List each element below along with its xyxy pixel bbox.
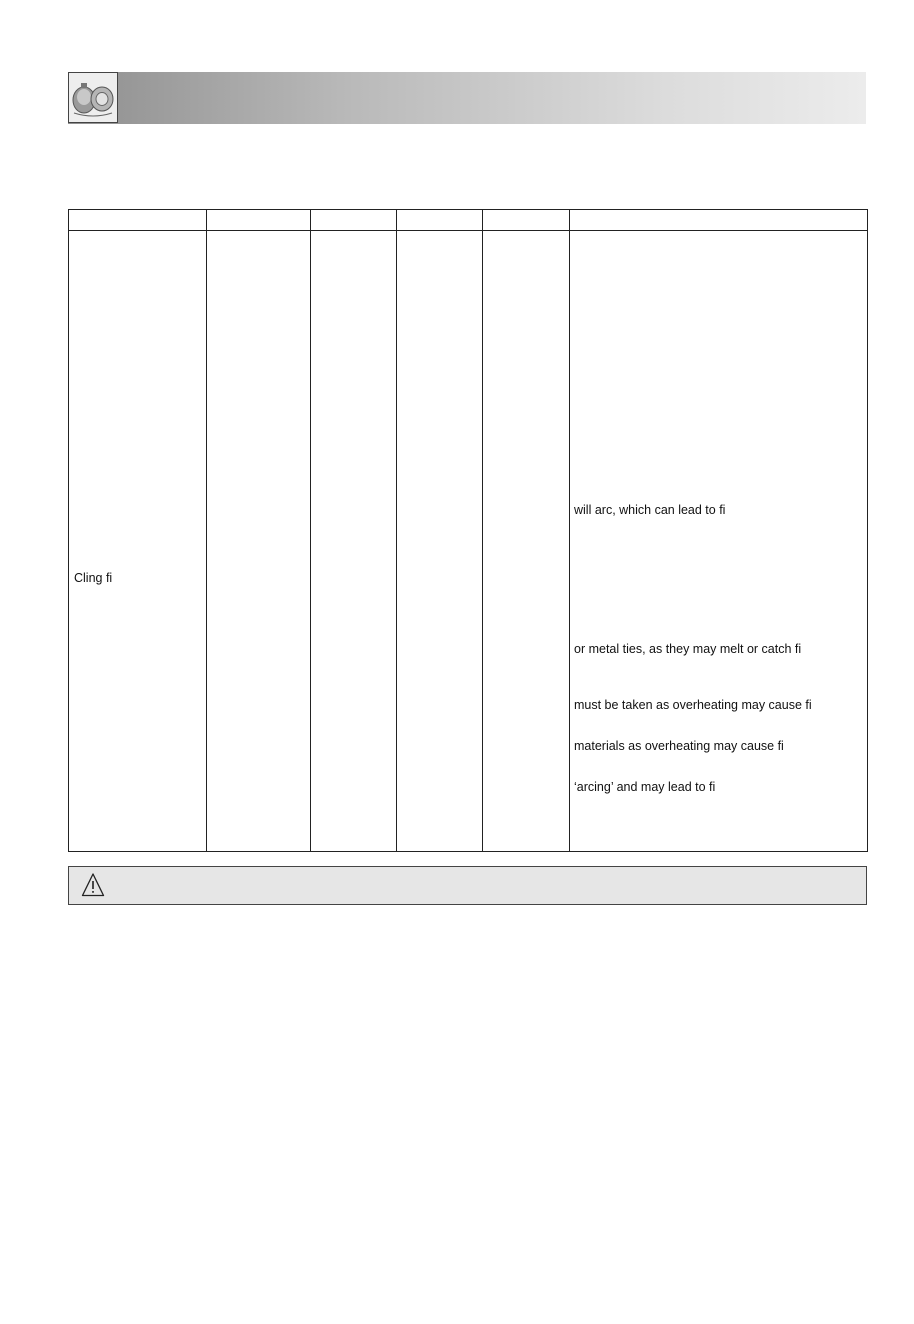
table-cell xyxy=(397,231,483,852)
header-cell-4 xyxy=(397,210,483,231)
warning-bar xyxy=(68,866,867,905)
cookware-icon xyxy=(68,72,118,123)
remarks-cell xyxy=(570,231,868,852)
header-cell-3 xyxy=(311,210,397,231)
table-header-row xyxy=(69,210,868,231)
materials-table-container xyxy=(68,209,867,852)
remark-text: materials as overheating may cause fi xyxy=(574,739,784,753)
table-cell xyxy=(483,231,570,852)
materials-table xyxy=(68,209,868,852)
table-row xyxy=(69,231,868,852)
header-cell-remarks xyxy=(570,210,868,231)
remark-text: or metal ties, as they may melt or catch fi xyxy=(574,642,802,656)
material-cell xyxy=(69,231,207,852)
warning-triangle-icon xyxy=(81,872,105,903)
header-cell-material xyxy=(69,210,207,231)
remark-text: will arc, which can lead to fi xyxy=(574,503,726,517)
remark-text: must be taken as overheating may cause fi xyxy=(574,698,812,712)
header-cell-2 xyxy=(207,210,311,231)
remark-text: ‘arcing’ and may lead to fi xyxy=(574,780,716,794)
material-name-cling-film: Cling fi xyxy=(74,571,113,585)
header-cell-5 xyxy=(483,210,570,231)
table-cell xyxy=(311,231,397,852)
table-cell xyxy=(207,231,311,852)
section-header-bar xyxy=(68,72,866,124)
